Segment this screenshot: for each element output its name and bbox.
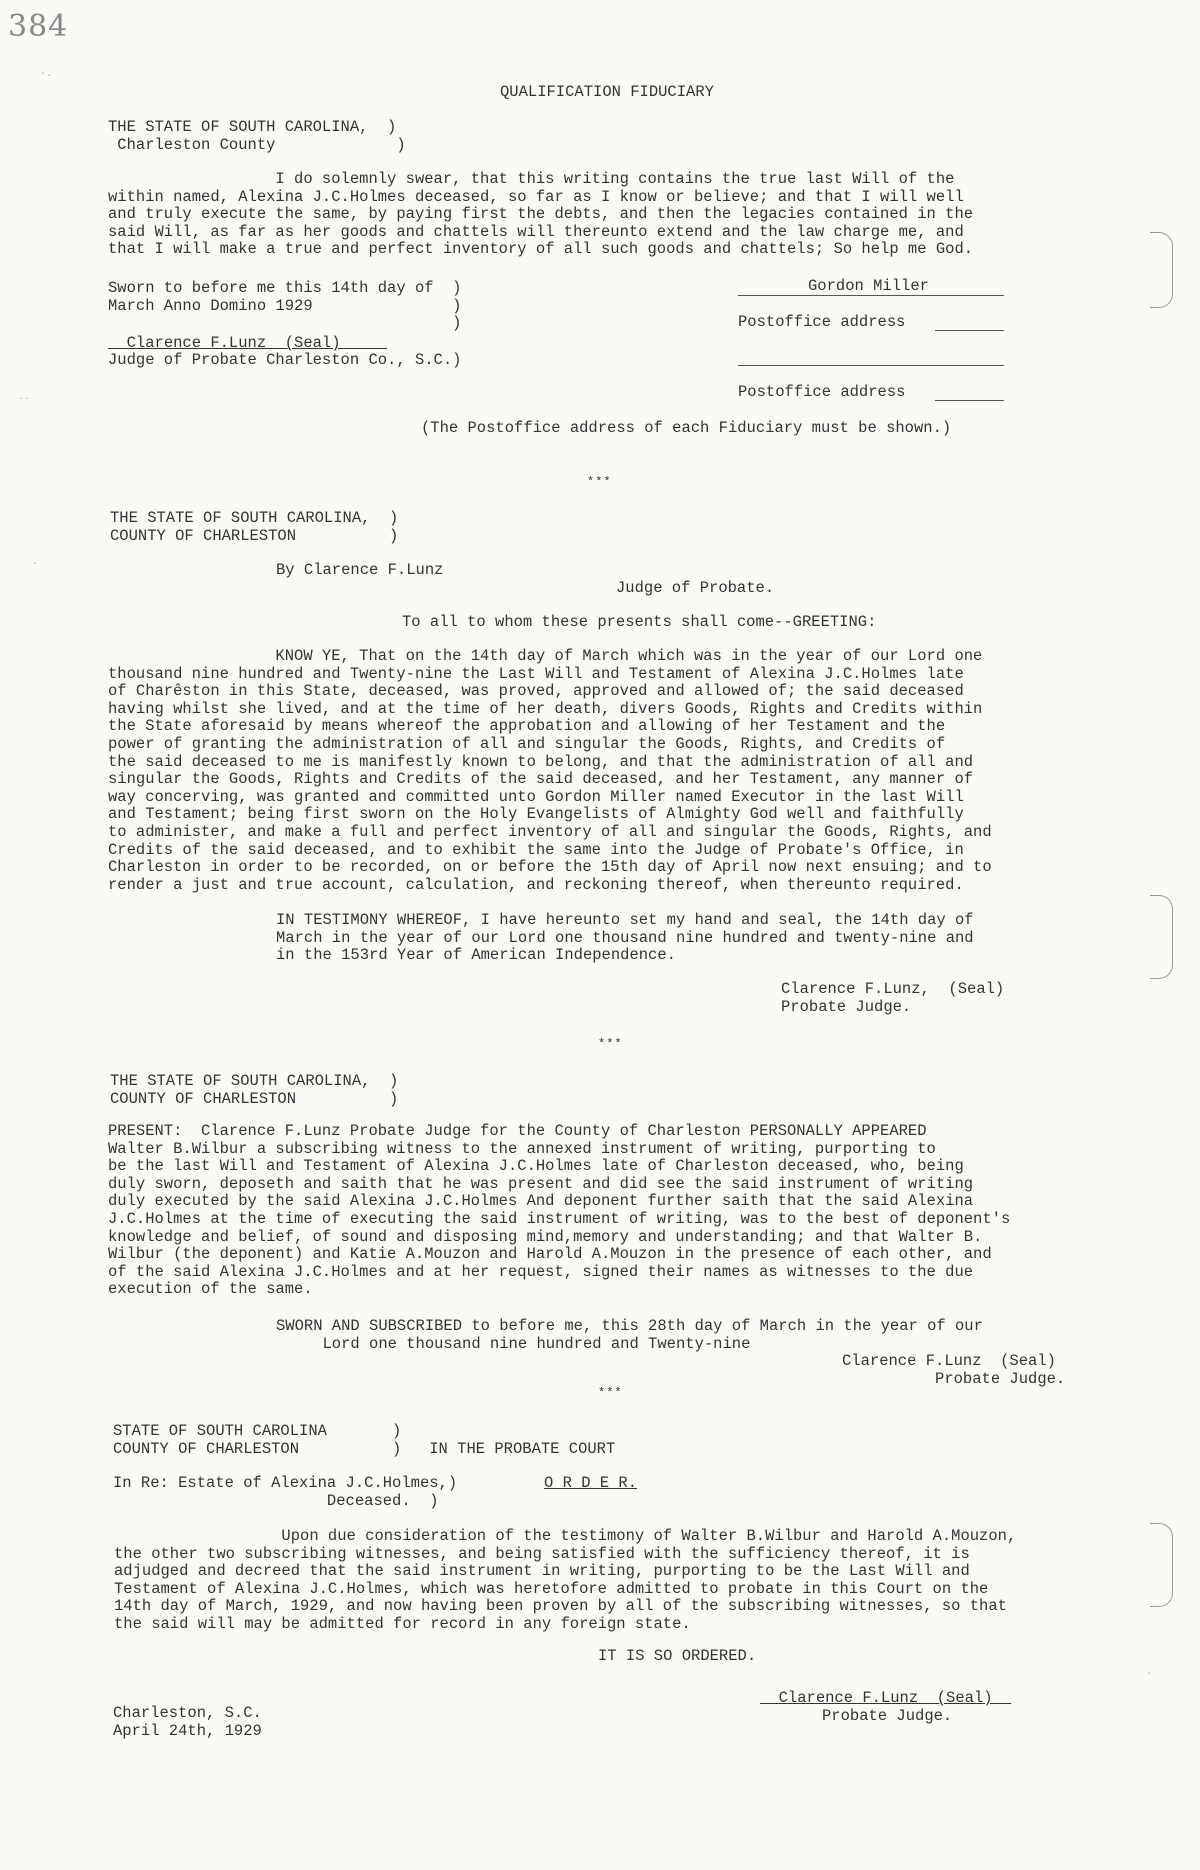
order-title: O R D E R. bbox=[544, 1474, 638, 1492]
judge-signature-text: Clarence F.Lunz (Seal) bbox=[126, 334, 341, 352]
by-line: By Clarence F.Lunz bbox=[276, 561, 444, 579]
place-date: Charleston, S.C. April 24th, 1929 bbox=[113, 1704, 262, 1740]
affidavit-venue: THE STATE OF SOUTH CAROLINA, ) COUNTY OF CHARLESTON ) bbox=[110, 1072, 399, 1108]
greeting: To all to whom these presents shall come--GREETING: bbox=[402, 613, 877, 631]
qualification-venue: THE STATE OF SOUTH CAROLINA, ) Charleston County ) bbox=[108, 118, 406, 154]
judge-signature bbox=[108, 335, 387, 353]
scan-speck: ·· bbox=[18, 394, 31, 405]
separator: *** bbox=[598, 1386, 623, 1400]
affidavit-signature: Clarence F.Lunz (Seal) Probate Judge. bbox=[842, 1352, 1066, 1388]
order-signature-text: Clarence F.Lunz (Seal) bbox=[778, 1689, 993, 1707]
estate-caption: In Re: Estate of Alexina J.C.Holmes,) Deceased. ) bbox=[113, 1474, 458, 1510]
so-ordered: IT IS SO ORDERED. bbox=[598, 1647, 757, 1665]
order-venue: STATE OF SOUTH CAROLINA ) COUNTY OF CHARLESTON ) IN THE PROBATE COURT bbox=[113, 1422, 616, 1458]
order-judge-title: Probate Judge. bbox=[822, 1707, 953, 1725]
margin-bracket bbox=[1150, 895, 1173, 979]
postoffice-label: Postoffice address bbox=[738, 313, 906, 331]
judge-title: Judge of Probate Charleston Co., S.C.) bbox=[108, 351, 462, 369]
scan-speck: ·. bbox=[40, 69, 53, 80]
judge-of-probate: Judge of Probate. bbox=[616, 579, 775, 597]
fiduciary-signature-line bbox=[738, 365, 1004, 366]
letters-venue: THE STATE OF SOUTH CAROLINA, ) COUNTY OF CHARLESTON ) bbox=[110, 509, 399, 545]
letters-body: KNOW YE, That on the 14th day of March which was in the year of our Lord one thousand nine hundred and Twenty-nine the Last Will and Testament of Alexina J.C.Holmes late of Charêston in this State, deceased, was proved, approved and allowed of; the said deceased having whilst she lived, and at the time of her death, divers Goods, Rights and Credits within the State aforesaid by means whereof the approbation and allowing of her Testament and the power of granting the administration of all and singular the Goods, Rights, and Credits of the said deceased to me is manifestly known to belong, and that the administration of all and singular the Goods, Rights and Credits of the said deceased, and her Testament, any manner of way concerving, was granted and committed unto Gordon Miller named Executor in the last Will and Testament; being first sworn on the Holy Evangelists of Almighty God well and faithfully to administer, and make a full and perfect inventory of all and singular the Goods, Rights, and Credits of the said deceased, and to exhibit the same into the Judge of Probate's Office, in Charleston in order to be recorded, on or before the 15th day of April now next ensuing; and to render a just and true account, calculation, and reckoning thereof, when thereunto required. bbox=[108, 647, 992, 894]
fiduciary-name: Gordon Miller bbox=[808, 277, 929, 295]
postoffice-line bbox=[935, 400, 1004, 401]
sworn-statement: Sworn to before me this 14th day of ) March Anno Domino 1929 ) ) bbox=[108, 279, 462, 332]
order-signature bbox=[760, 1690, 1011, 1708]
postoffice-note: (The Postoffice address of each Fiduciary must be shown.) bbox=[421, 419, 952, 437]
postoffice-label: Postoffice address bbox=[738, 383, 906, 401]
margin-bracket bbox=[1150, 232, 1173, 308]
qualification-oath: I do solemnly swear, that this writing contains the true last Will of the within named, Alexina J.C.Holmes deceased, so far as I know or believe; and that I will well and truly execute the same, by paying first the debts, and then the legacies contained in the said Will, as far as her goods and chattels will thereunto extend and the law charge me, and that I will make a true and perfect inventory of all such goods and chattels; So help me God. bbox=[108, 170, 974, 259]
separator: *** bbox=[587, 475, 612, 489]
margin-bracket bbox=[1150, 1523, 1173, 1607]
separator: *** bbox=[598, 1037, 623, 1051]
postoffice-line bbox=[935, 330, 1004, 331]
testimony: IN TESTIMONY WHEREOF, I have hereunto set my hand and seal, the 14th day of March in the year of our Lord one thousand nine hundred and twenty-nine and in the 153rd Year of American Independence. bbox=[276, 911, 974, 965]
letters-signature: Clarence F.Lunz, (Seal) Probate Judge. bbox=[781, 980, 1005, 1016]
affidavit-sworn: SWORN AND SUBSCRIBED to before me, this 28th day of March in the year of our Lord one thousand nine hundred and Twenty-nine bbox=[276, 1317, 983, 1353]
scan-speck: · bbox=[32, 559, 39, 570]
document-title: QUALIFICATION FIDUCIARY bbox=[500, 83, 714, 101]
scan-speck: · bbox=[1146, 1669, 1153, 1680]
order-body: Upon due consideration of the testimony of Walter B.Wilbur and Harold A.Mouzon, the other two subscribing witnesses, and being satisfied with the sufficiency thereof, it is adjudged and decreed that the said instrument in writing, purporting to be the Last Will and Testament of Alexina J.C.Holmes, which was heretofore admitted to probate in this Court on the 14th day of March, 1929, and now having been proven by all of the subscribing witnesses, so that the said will may be admitted for record in any foreign state. bbox=[114, 1527, 1017, 1633]
page-number: 384 bbox=[8, 9, 69, 44]
affidavit-body: PRESENT: Clarence F.Lunz Probate Judge for the County of Charleston PERSONALLY APPEARED Walter B.Wilbur a subscribing witness to the annexed instrument of writing, purporting to be the last Will and Testament of Alexina J.C.Holmes late of Charleston deceased, who, being duly sworn, deposeth and saith that he was present and did see the said instrument of writing duly executed by the said Alexina J.C.Holmes And deponent further saith that the said Alexina J.C.Holmes at the time of executing the said instrument of writing, was to the best of deponent's knowledge and belief, of sound and disposing mind,memory and understanding; and that Walter B. Wilbur (the deponent) and Katie A.Mouzon and Harold A.Mouzon in the presence of each other, and of the said Alexina J.C.Holmes and at her request, signed their names as witnesses to the due execution of the same. bbox=[108, 1122, 1011, 1299]
